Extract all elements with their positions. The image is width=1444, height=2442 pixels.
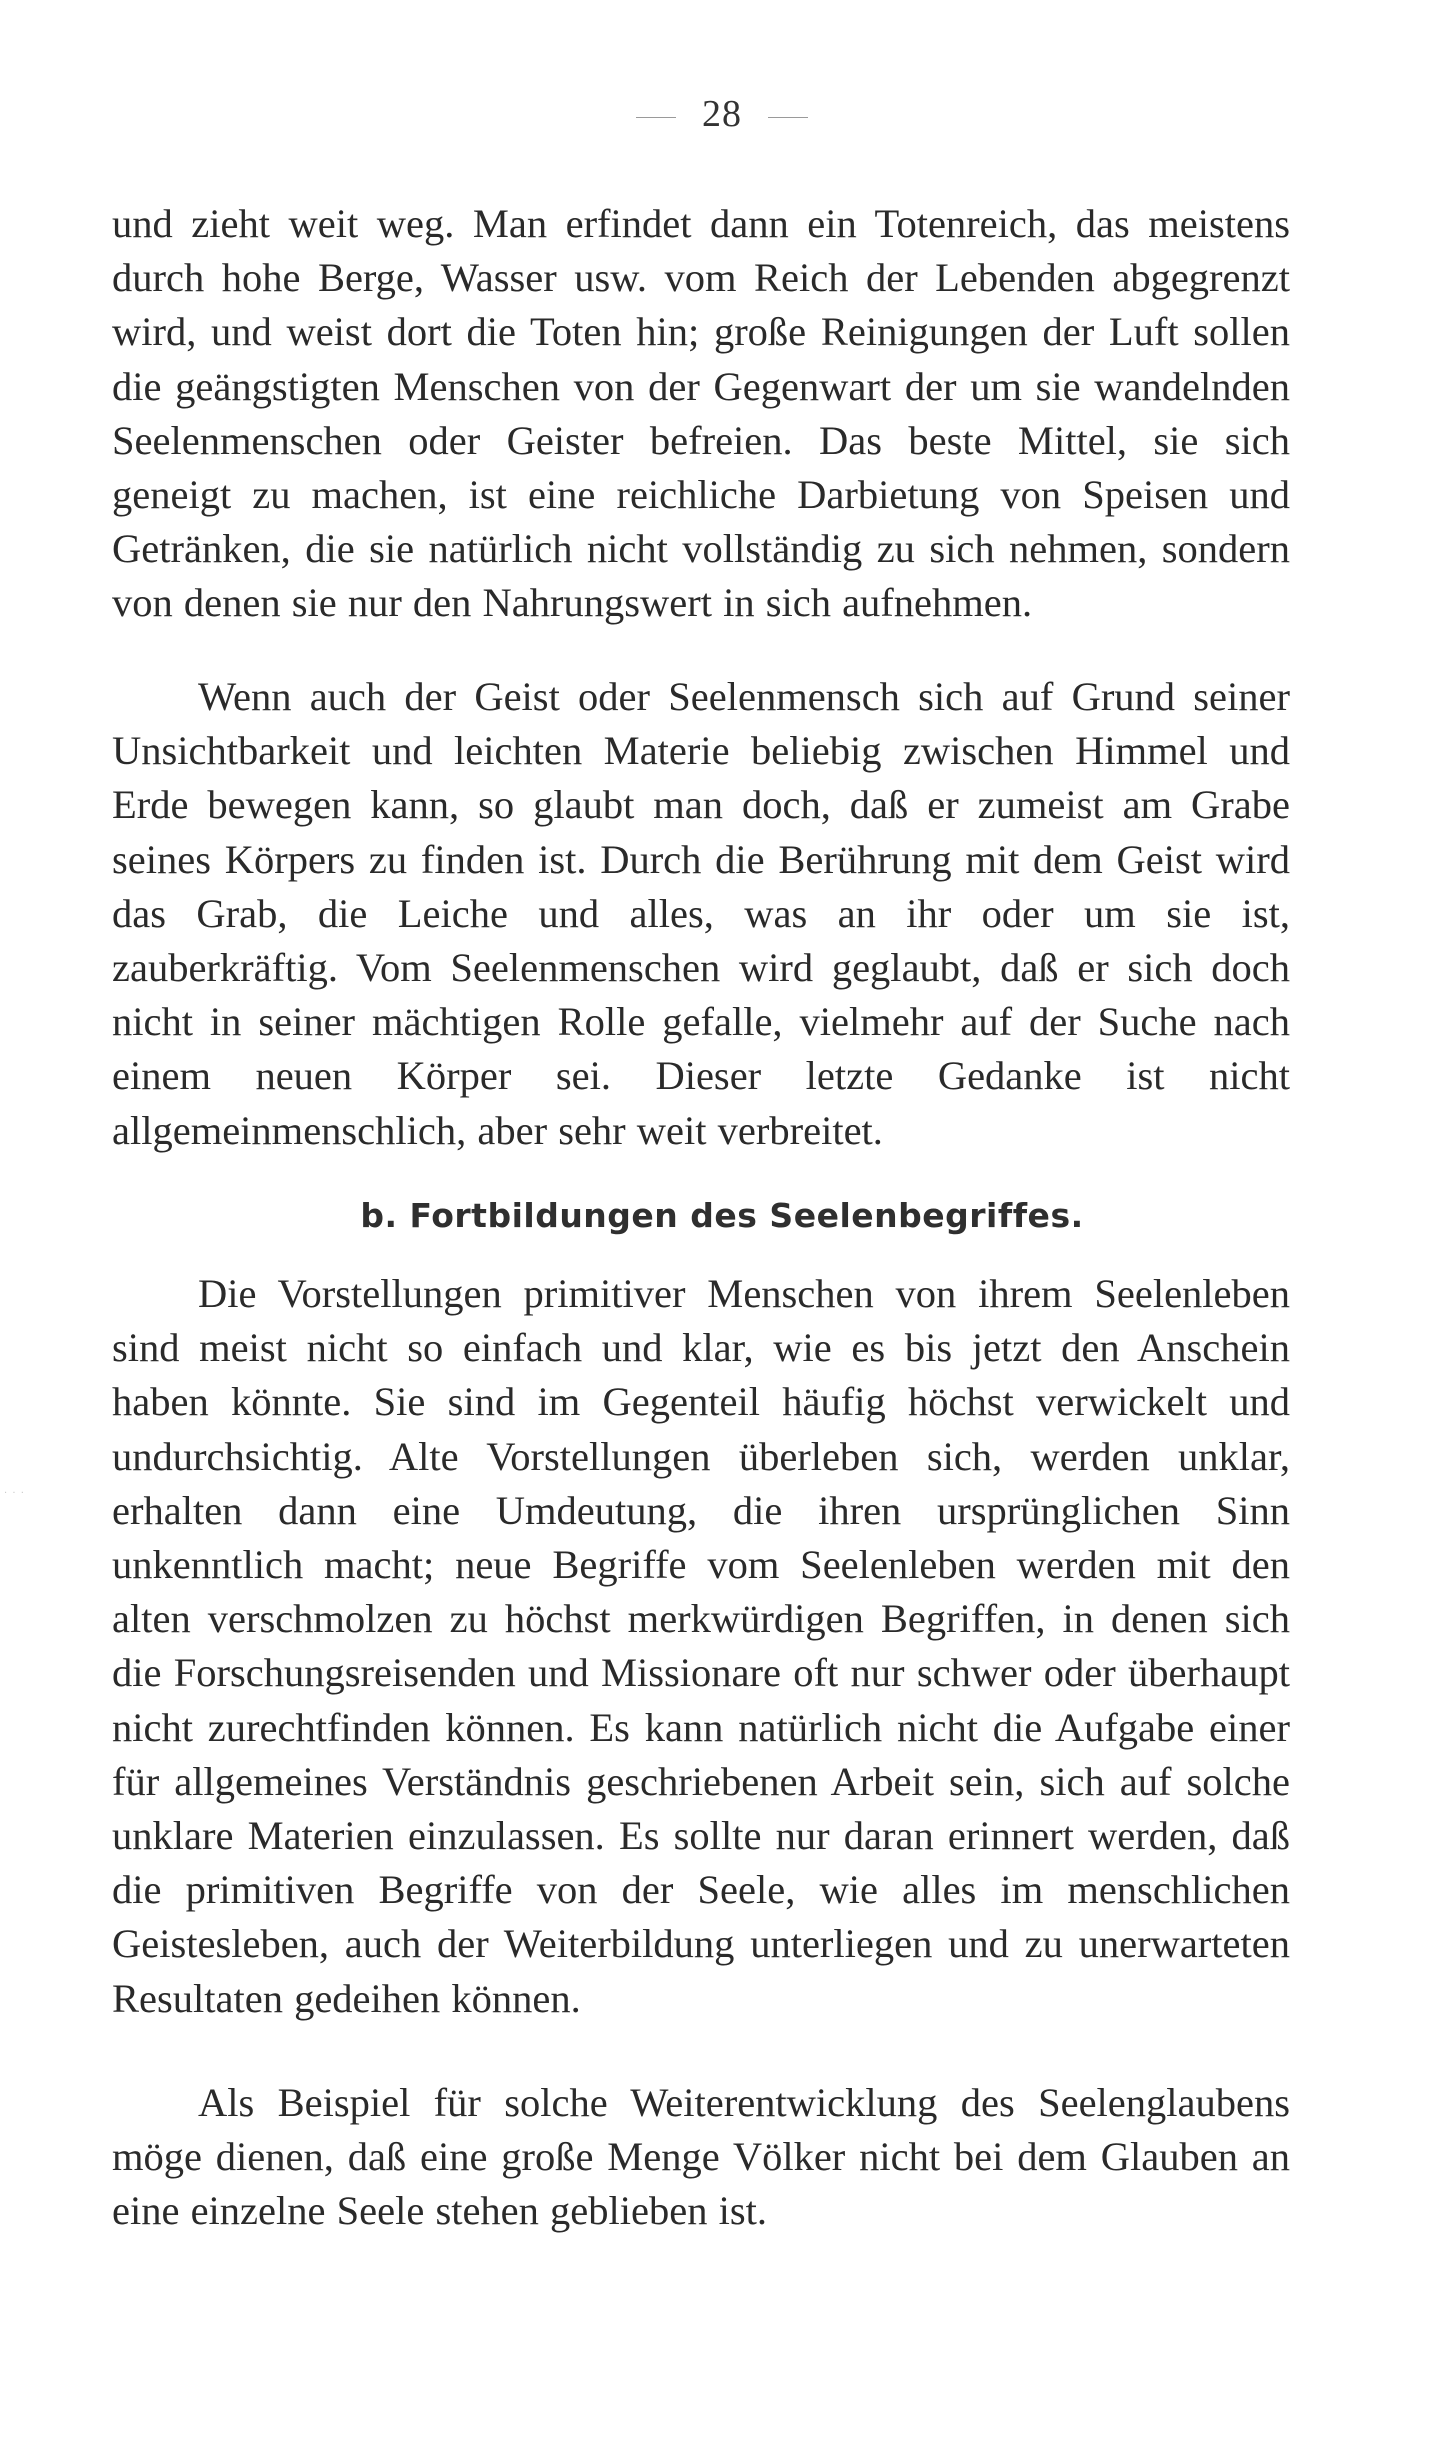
paragraph-spirit-location: Wenn auch der Geist oder Seelenmensch sich auf Grund seiner Unsichtbarkeit und leichten Materie beliebig zwischen Himmel und Erde bewegen kann, so glaubt man doch, daß er zumeist am Grabe seines Körpers zu finden ist. Durch die Berührung mit dem Geist wird das Grab, die Leiche und alles, was an ihr oder um sie ist, zauberkräftig. Vom Seelenmenschen wird geglaubt, daß er sich doch nicht in seiner mächtigen Rolle gefalle, vielmehr auf der Suche nach einem neuen Körper sei. Dieser letzte Gedanke ist nicht allgemeinmenschlich, aber sehr weit verbreitet. [112, 674, 1290, 1153]
header-dash-right [768, 117, 808, 118]
page-header [0, 92, 1444, 136]
page-number: 28 [702, 93, 742, 135]
margin-smudge: · · · [4, 1488, 25, 1499]
paragraph-continuation: und zieht weit weg. Man erfindet dann ein Totenreich, das meistens durch hohe Berge, Wasser usw. vom Reich der Lebenden abgegrenzt wird, und weist dort die Toten hin; große Reinigungen der Luft sollen die geängstigten Menschen von der Gegenwart der um sie wandelnden Seelenmenschen oder Geister befreien. Das beste Mittel, sie sich geneigt zu machen, ist eine reichliche Darbietung von Speisen und Getränken, die sie natürlich nicht vollständig zu sich nehmen, sondern von denen sie nur den Nahrungswert in sich aufnehmen. [112, 201, 1290, 626]
section-heading: b. Fortbildungen des Seelenbegriffes. [360, 1196, 1084, 1235]
paragraph-primitive-conceptions: Die Vorstellungen primitiver Menschen von ihrem Seelenleben sind meist nicht so einfach und klar, wie es bis jetzt den Anschein haben könnte. Sie sind im Gegenteil häufig höchst verwickelt und undurchsichtig. Alte Vorstellungen überleben sich, werden unklar, erhalten dann eine Umdeutung, die ihren ursprünglichen Sinn unkenntlich macht; neue Begriffe vom Seelenleben werden mit den alten verschmolzen zu höchst merkwürdigen Begriffen, in denen sich die Forschungsreisenden und Missionare oft nur schwer oder überhaupt nicht zurechtfinden können. Es kann natürlich nicht die Aufgabe einer für allgemeines Verständnis geschriebenen Arbeit sein, sich auf solche unklare Materien einzulassen. Es sollte nur daran erinnert werden, daß die primitiven Begriffe von der Seele, wie alles im menschlichen Geistesleben, auch der Weiterbildung unterliegen und zu unerwarteten Resultaten gedeihen können. [112, 1271, 1290, 2021]
header-dash-left [636, 117, 676, 118]
paragraph-example: Als Beispiel für solche Weiterentwicklung des Seelenglaubens möge dienen, daß eine große Menge Völker nicht bei dem Glauben an eine einzelne Seele stehen geblieben ist. [112, 2080, 1290, 2234]
